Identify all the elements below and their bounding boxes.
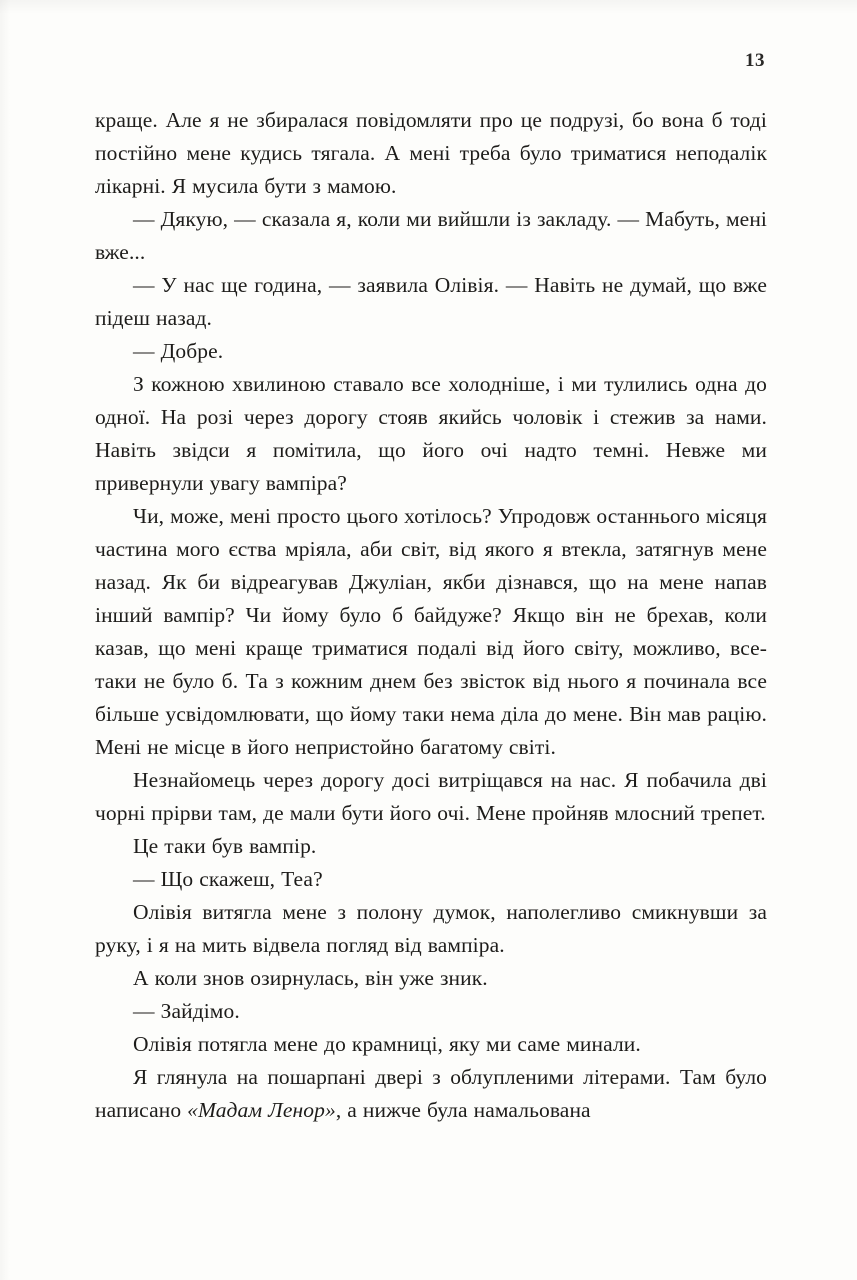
text-segment: Я глянула на пошарпані двері з облупленими літерами. Там було написано <box>95 1065 767 1122</box>
page-number: 13 <box>745 50 765 71</box>
paragraph: Олівія витягла мене з полону думок, наполегливо смикнувши за руку, і я на мить відвела погляд від вампіра. <box>95 900 767 957</box>
paragraph: Чи, може, мені просто цього хотілось? Упродовж останнього місяця частина мого єства мріяла, аби світ, від якого я втекла, затягнув мене назад. Як би відреагував Джуліан, якби дізнався, що на мене напав інший вампір? Чи йому було б байдуже? Якщо він не брехав, коли казав, що мені краще триматися подалі від його світу, можливо, все-таки не було б. Та з кожним днем без звісток від нього я починала все більше усвідомлювати, що йому таки нема діла до мене. Він мав рацію. Мені не місце в його непристойно багатому світі. <box>95 504 767 759</box>
paragraph: — Добре. <box>133 339 224 363</box>
paragraph: — Зайдімо. <box>133 999 240 1023</box>
paragraph: — Дякую, — сказала я, коли ми вийшли із закладу. — Мабуть, мені вже... <box>95 207 767 264</box>
paragraph: Незнайомець через дорогу досі витріщався на нас. Я побачила дві чорні прірви там, де мали бути його очі. Мене пройняв млосний трепет. <box>95 768 767 825</box>
paragraph: краще. Але я не збиралася повідомляти про це подрузі, бо вона б тоді постійно мене кудись тягала. А мені треба було триматися неподалік лікарні. Я мусила бути з мамою. <box>95 108 767 198</box>
italic-phrase: «Мадам Ленор» <box>187 1098 336 1122</box>
paragraph: А коли знов озирнулась, він уже зник. <box>133 966 488 990</box>
paragraph: Олівія потягла мене до крамниці, яку ми саме минали. <box>133 1032 641 1056</box>
text-block <box>95 104 767 1127</box>
text-segment: , а нижче була намальована <box>335 1098 591 1122</box>
paragraph <box>95 1061 767 1127</box>
paragraph: — Що скажеш, Теа? <box>133 867 323 891</box>
paragraph: З кожною хвилиною ставало все холодніше, і ми тулились одна до одної. На розі через дорогу стояв якийсь чоловік і стежив за нами. Навіть звідси я помітила, що його очі надто темні. Невже ми привернули увагу вампіра? <box>95 372 767 495</box>
paragraph: Це таки був вампір. <box>133 834 317 858</box>
paragraph: — У нас ще година, — заявила Олівія. — Навіть не думай, що вже підеш назад. <box>95 273 767 330</box>
